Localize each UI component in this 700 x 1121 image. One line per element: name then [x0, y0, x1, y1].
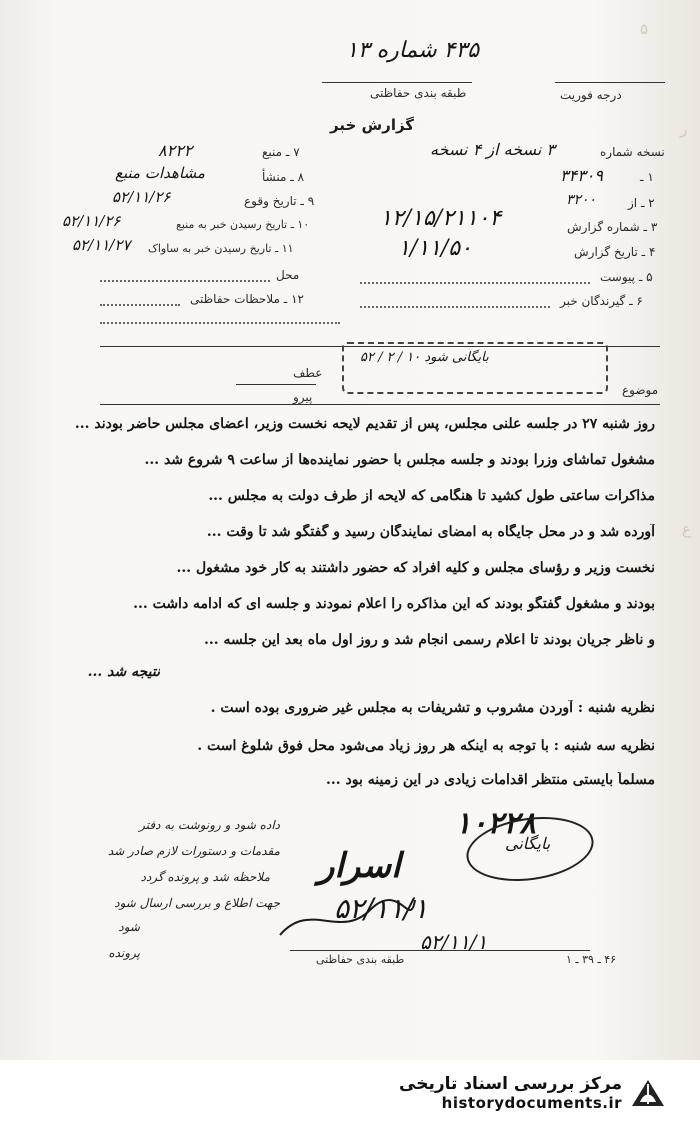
margin-note-line: ملاحظه شد و پرونده گردد	[140, 870, 270, 884]
report-title: گزارش خبر	[330, 116, 415, 134]
signature-scribble	[270, 880, 420, 950]
field-12-line-2	[100, 322, 340, 324]
body-line: نظریه سه شنبه : با توجه به اینکه هر روز زیاد می‌شود محل فوق شلوغ است .	[197, 738, 655, 754]
body-line: مشغول تماشای وزرا بودند و جلسه مجلس با حضور نماینده‌ها از ساعت ۹ شروع شد ...	[144, 452, 655, 468]
header-priority-label: درجه فوریت	[560, 88, 622, 102]
margin-note-line: مقدمات و دستورات لازم صادر شد	[107, 844, 280, 858]
field-5-line	[360, 282, 590, 284]
field-8-label: ۸ ـ منشأ	[262, 170, 305, 184]
margin-note-line: جهت اطلاع و بررسی ارسال شود	[114, 896, 280, 910]
body-line: و ناظر جریان بودند تا اعلام رسمی انجام شد و روز اول ماه بعد این جلسه ...	[203, 632, 655, 648]
bleed-mark: ر	[680, 120, 688, 138]
field-copy-number-label: نسخه شماره	[600, 145, 665, 159]
signature-date: ۵۲/۱۱/۱	[334, 892, 429, 925]
field-2-label: ۲ ـ از	[628, 196, 655, 210]
field-10-label: ۱۰ ـ تاریخ رسیدن خبر به منبع	[176, 218, 310, 231]
field-6-label: ۶ ـ گیرندگان خبر	[560, 294, 643, 308]
field-11-value: ۵۲/۱۱/۲۷	[72, 236, 131, 254]
field-7-label: ۷ ـ منبع	[262, 145, 300, 159]
field-10-value: ۵۲/۱۱/۲۶	[62, 212, 121, 230]
field-location-label: محل	[276, 268, 300, 282]
oval-stamp-text: بایگانی	[505, 834, 551, 853]
body-line: نتیجه شد ...	[87, 664, 160, 680]
atf-label: عطف	[293, 366, 323, 380]
body-line: نظریه شنبه : آوردن مشروب و تشریفات به مجلس غیر ضروری بوده است .	[210, 700, 655, 716]
subject-divider	[100, 404, 660, 405]
field-4-value: ۱/۱۱/۵۰	[398, 236, 472, 261]
field-copy-number-value: ۳ نسخه از ۴ نسخه	[430, 140, 555, 159]
field-12-line	[100, 304, 180, 306]
field-location-line	[100, 280, 270, 282]
subject-label: موضوع	[622, 383, 659, 397]
field-11-label: ۱۱ ـ تاریخ رسیدن خبر به ساواک	[148, 242, 294, 255]
field-9-value: ۵۲/۱۱/۲۶	[112, 188, 171, 206]
field-3-label: ۳ ـ شماره گزارش	[567, 220, 658, 234]
priority-underline	[555, 82, 665, 83]
body-line: مذاکرات ساعتی طول کشید تا هنگامی که لایحه از طرف دولت به مجلس ...	[208, 488, 655, 504]
body-line: مسلماً بایستی منتظر اقدامات زیادی در این زمینه بود ...	[326, 772, 655, 788]
body-line: آورده شد و در محل جایگاه به امضای نمایندگان رسید و گفتگو شد تا وقت ...	[206, 524, 655, 540]
header-handwritten-mark: ۴۳۵ شماره ۱۳	[346, 38, 480, 63]
archive-logo-icon	[628, 1076, 668, 1110]
field-5-label: ۵ ـ پیوست	[600, 270, 653, 284]
header-classification-label: طبقه بندی حفاظتی	[370, 86, 467, 100]
bleed-mark: ع	[682, 520, 691, 538]
field-12-label: ۱۲ ـ ملاحظات حفاظتی	[190, 292, 304, 306]
signature: اسرار	[318, 846, 401, 886]
field-4-label: ۴ ـ تاریخ گزارش	[574, 245, 656, 259]
bleed-mark: ۵	[640, 20, 649, 38]
header-underline	[322, 82, 472, 83]
bottom-handwritten-mark: ۵۲/۱۱/۱	[420, 930, 488, 954]
peyro-label: پیرو	[293, 390, 313, 404]
margin-note-line: پرونده	[108, 946, 140, 960]
field-1-label: ۱ ـ	[640, 170, 654, 184]
subject-stamp-text: بایگانی شود ۱۰ / ۲ / ۵۲	[360, 350, 489, 365]
field-2-value: ۳۲۰۰	[566, 192, 597, 208]
field-7-value: ۸۲۲۲	[158, 141, 193, 160]
bottom-classification: طبقه بندی حفاظتی	[316, 953, 405, 966]
footer-org-name: مرکز بررسی اسناد تاریخی	[399, 1074, 622, 1094]
field-1-value: ۳۴۳۰۹	[560, 166, 603, 185]
field-3-value: ۱۲/۱۵/۲۱۱۰۴	[380, 206, 502, 231]
number-stamp: ۱۰۲۲۸	[455, 806, 536, 841]
field-9-label: ۹ ـ تاریخ وقوع	[244, 194, 315, 208]
field-6-line	[360, 306, 550, 308]
body-line: روز شنبه ۲۷ در جلسه علنی مجلس، پس از تقدیم لایحه نخست وزیر، اعضای مجلس حاضر بودند ...	[74, 416, 655, 432]
footer-url[interactable]: historydocuments.ir	[441, 1094, 622, 1112]
field-8-value: مشاهدات منبع	[115, 164, 205, 182]
atf-line	[236, 384, 316, 385]
margin-note-line: شود	[118, 920, 140, 934]
bottom-form-code: ۴۶ ـ ۳۹ ـ ۱	[566, 953, 617, 966]
body-line: بودند و مشغول گفتگو بودند که این مذاکره را اعلام نمودند و جلسه ای که ادامه داشت ...	[133, 596, 655, 612]
margin-note-line: داده شود و رونوشت به دفتر	[139, 818, 280, 832]
body-line: نخست وزیر و رؤسای مجلس و کلیه افراد که حضور داشتند به کار خود مشغول ...	[176, 560, 655, 576]
